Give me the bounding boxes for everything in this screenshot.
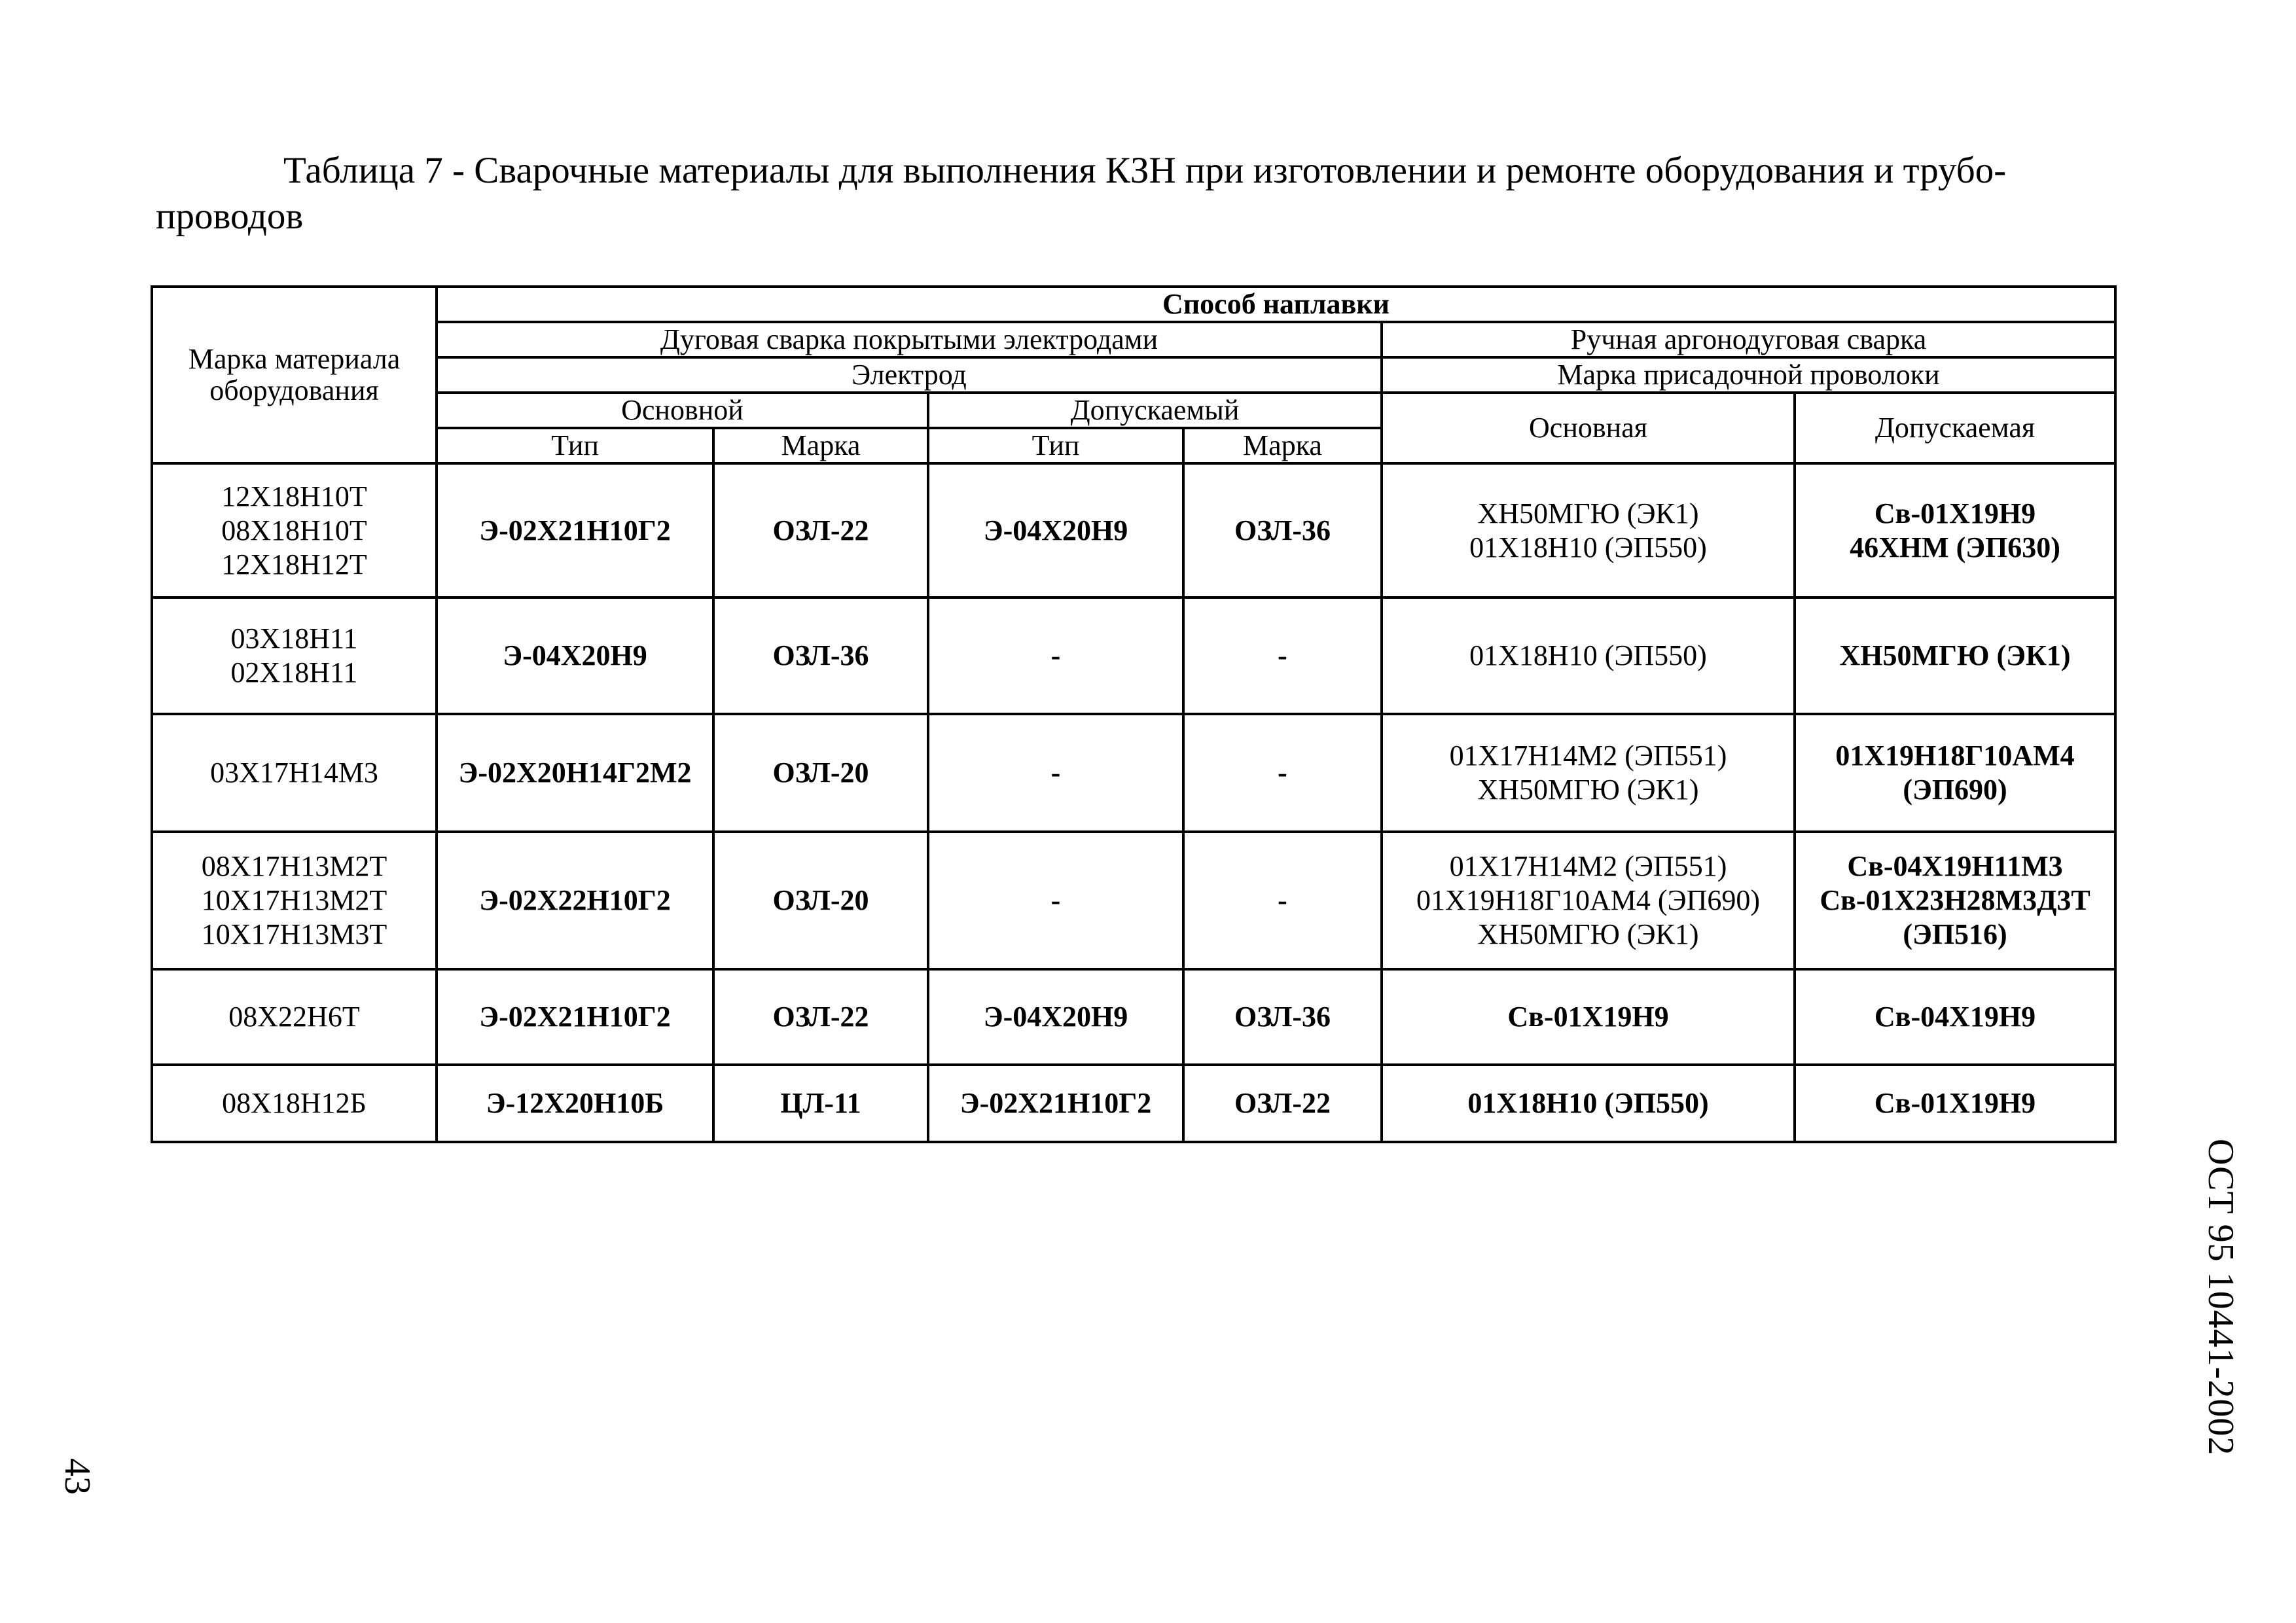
cell-wire-main: 01Х18Н10 (ЭП550) — [1382, 597, 1795, 714]
cell-brand-main: ЦЛ-11 — [713, 1065, 928, 1142]
cell-type-allowed: - — [928, 597, 1183, 714]
cell-type-main: Э-02Х22Н10Г2 — [437, 832, 713, 969]
cell-wire-allowed: Св-01Х19Н9 46ХНМ (ЭП630) — [1795, 463, 2115, 597]
header-argon: Ручная аргонодуговая сварка — [1382, 322, 2115, 357]
cell-wire-main: 01Х17Н14М2 (ЭП551) 01Х19Н18Г10АМ4 (ЭП690) ХН50МГЮ (ЭК1) — [1382, 832, 1795, 969]
header-type-2: Тип — [928, 428, 1183, 463]
cell-brand-main: ОЗЛ-20 — [713, 714, 928, 832]
header-wire-allowed: Допускаемая — [1795, 393, 2115, 463]
table-row — [152, 832, 2115, 969]
table-row — [152, 969, 2115, 1065]
cell-material: 08Х18Н12Б — [152, 1065, 437, 1142]
header-wire: Марка присадочной проволоки — [1382, 357, 2115, 393]
cell-wire-main: Св-01Х19Н9 — [1382, 969, 1795, 1065]
cell-type-allowed: - — [928, 714, 1183, 832]
header-arc: Дуговая сварка покрытыми электродами — [437, 322, 1382, 357]
table-row — [152, 463, 2115, 597]
cell-wire-main: 01Х17Н14М2 (ЭП551) ХН50МГЮ (ЭК1) — [1382, 714, 1795, 832]
table-row — [152, 1065, 2115, 1142]
cell-material: 03Х17Н14М3 — [152, 714, 437, 832]
caption-line-1: Таблица 7 - Сварочные материалы для выполнения КЗН при изготовлении и ремонте оборудования и трубо- — [283, 150, 2007, 191]
cell-brand-main: ОЗЛ-36 — [713, 597, 928, 714]
header-row-1 — [152, 287, 2115, 322]
caption-line-2: проводов — [156, 196, 304, 237]
cell-wire-main: ХН50МГЮ (ЭК1) 01Х18Н10 (ЭП550) — [1382, 463, 1795, 597]
cell-brand-allowed: - — [1183, 714, 1382, 832]
header-brand-1: Марка — [713, 428, 928, 463]
header-row-2 — [152, 322, 2115, 357]
cell-type-allowed: - — [928, 832, 1183, 969]
header-allowed: Допускаемый — [928, 393, 1382, 428]
table-caption — [156, 148, 2119, 240]
cell-wire-allowed: ХН50МГЮ (ЭК1) — [1795, 597, 2115, 714]
table-row — [152, 714, 2115, 832]
header-material: Марка материала оборудования — [152, 287, 437, 463]
document-code: ОСТ 95 10441-2002 — [2200, 1139, 2241, 1456]
header-row-3 — [152, 357, 2115, 393]
cell-brand-main: ОЗЛ-22 — [713, 463, 928, 597]
cell-wire-allowed: Св-01Х19Н9 — [1795, 1065, 2115, 1142]
cell-wire-allowed: 01Х19Н18Г10АМ4 (ЭП690) — [1795, 714, 2115, 832]
cell-material: 08Х22Н6Т — [152, 969, 437, 1065]
header-row-4 — [152, 393, 2115, 428]
welding-materials-table — [151, 285, 2117, 1143]
header-wire-main: Основная — [1382, 393, 1795, 463]
cell-brand-allowed: - — [1183, 832, 1382, 969]
cell-type-main: Э-02Х20Н14Г2М2 — [437, 714, 713, 832]
table-row — [152, 597, 2115, 714]
header-method: Способ наплавки — [437, 287, 2115, 322]
cell-type-main: Э-02Х21Н10Г2 — [437, 463, 713, 597]
header-brand-2: Марка — [1183, 428, 1382, 463]
cell-brand-main: ОЗЛ-22 — [713, 969, 928, 1065]
cell-wire-allowed: Св-04Х19Н9 — [1795, 969, 2115, 1065]
cell-brand-allowed: - — [1183, 597, 1382, 714]
header-type-1: Тип — [437, 428, 713, 463]
header-electrode: Электрод — [437, 357, 1382, 393]
cell-brand-allowed: ОЗЛ-22 — [1183, 1065, 1382, 1142]
cell-type-main: Э-04Х20Н9 — [437, 597, 713, 714]
cell-material: 12Х18Н10Т 08Х18Н10Т 12Х18Н12Т — [152, 463, 437, 597]
cell-type-main: Э-02Х21Н10Г2 — [437, 969, 713, 1065]
cell-type-main: Э-12Х20Н10Б — [437, 1065, 713, 1142]
page-number: 43 — [57, 1458, 98, 1495]
cell-wire-main: 01Х18Н10 (ЭП550) — [1382, 1065, 1795, 1142]
cell-material: 08Х17Н13М2Т 10Х17Н13М2Т 10Х17Н13М3Т — [152, 832, 437, 969]
cell-type-allowed: Э-02Х21Н10Г2 — [928, 1065, 1183, 1142]
cell-material: 03Х18Н11 02Х18Н11 — [152, 597, 437, 714]
cell-brand-allowed: ОЗЛ-36 — [1183, 969, 1382, 1065]
header-main: Основной — [437, 393, 928, 428]
cell-type-allowed: Э-04Х20Н9 — [928, 463, 1183, 597]
cell-brand-main: ОЗЛ-20 — [713, 832, 928, 969]
cell-brand-allowed: ОЗЛ-36 — [1183, 463, 1382, 597]
cell-type-allowed: Э-04Х20Н9 — [928, 969, 1183, 1065]
cell-wire-allowed: Св-04Х19Н11М3 Св-01Х23Н28М3Д3Т (ЭП516) — [1795, 832, 2115, 969]
